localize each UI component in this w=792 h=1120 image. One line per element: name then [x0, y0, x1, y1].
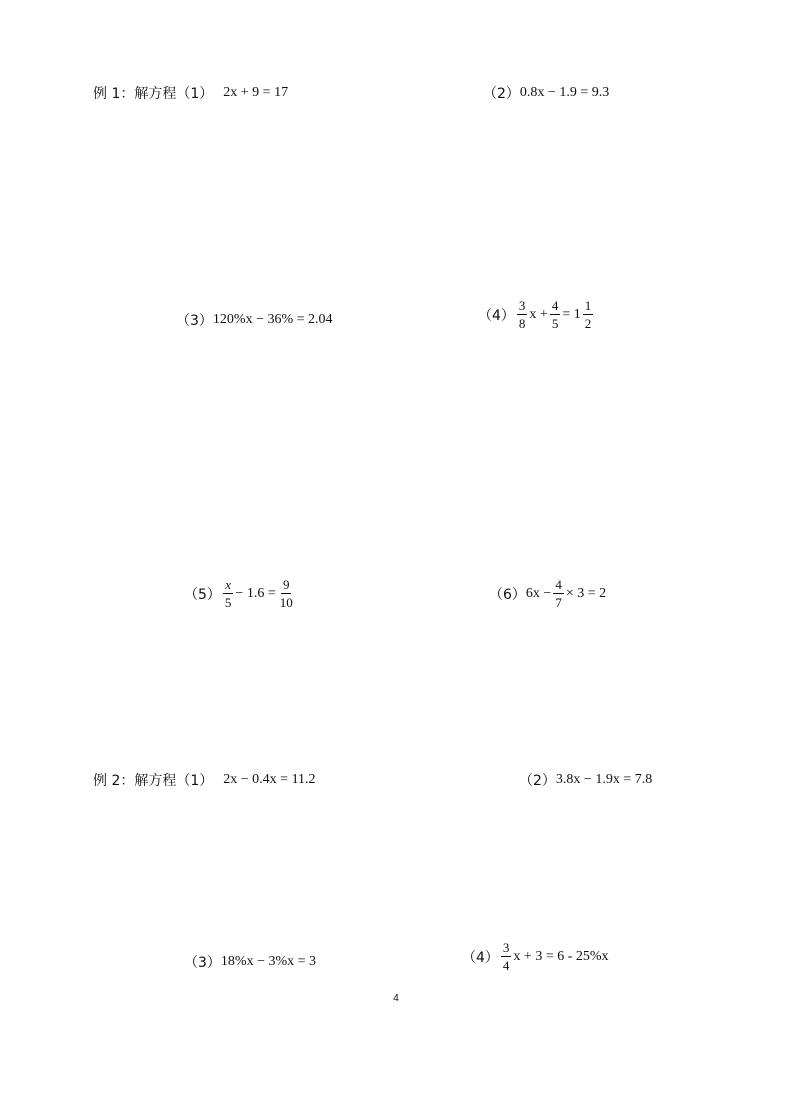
ex2-p3-equation: 18%x − 3%x = 3 [220, 954, 317, 969]
ex1-p4-fraction-3: $\frac{1}{2}$ [584, 298, 592, 331]
ex1-problem-6: （6） 6x − $\frac{4}{7}$ × 3 = 2 [489, 577, 607, 610]
ex1-p6-number: （6） [489, 586, 526, 603]
ex1-p4-fraction-1: $\frac{3}{8}$ [518, 298, 526, 331]
ex1-p2-number: （2） [483, 86, 520, 102]
ex1-heading: 例 1：解方程 [93, 86, 177, 102]
ex2-p3-number: （3） [184, 955, 221, 971]
ex2-p4-number: （4） [462, 949, 499, 966]
ex1-p5-fraction-1: $\frac{x}{5}$ [224, 577, 232, 610]
ex1-p6-fraction-1: $\frac{4}{7}$ [555, 577, 562, 610]
ex1-p5-number: （5） [184, 586, 221, 603]
ex1-p5-fraction-2: $\frac{9}{10}$ [279, 577, 293, 610]
ex1-p3-number: （3） [176, 313, 213, 329]
ex1-p3-equation: 120%x − 36% = 2.04 [212, 312, 333, 327]
ex1-problem-4: （4） $\frac{3}{8}$ x + $\frac{4}{5}$ = 1 $\frac{1}{2}$ [478, 298, 592, 331]
ex1-problem-3 [176, 310, 333, 330]
ex2-p2-equation: 3.8x − 1.9x = 7.8 [555, 772, 653, 787]
page-number: 4 [393, 993, 399, 1004]
ex2-p1-equation: 2x − 0.4x = 11.2 [223, 772, 316, 787]
ex2-p1-number: （1） [176, 773, 214, 789]
ex1-p1-number: （1） [176, 86, 214, 102]
ex1-p4-number: （4） [478, 307, 515, 324]
ex2-problem-1 [93, 770, 316, 790]
ex1-p4-fraction-2: $\frac{4}{5}$ [551, 298, 559, 331]
ex1-problem-5: （5） $\frac{x}{5}$ − 1.6 = $\frac{9}{10}$ [184, 577, 293, 610]
ex2-p2-number: （2） [519, 773, 556, 789]
ex2-problem-3 [184, 952, 316, 972]
ex1-problem-1 [93, 83, 288, 103]
ex2-problem-2 [519, 770, 652, 790]
ex2-heading: 例 2：解方程 [93, 773, 177, 789]
ex1-p2-equation: 0.8x − 1.9 = 9.3 [519, 85, 610, 100]
ex1-p1-equation: 2x + 9 = 17 [223, 85, 289, 100]
ex2-p4-fraction-1: $\frac{3}{4}$ [502, 940, 510, 973]
ex2-problem-4: （4） $\frac{3}{4}$ x + 3 = 6 - 25%x [462, 940, 609, 973]
ex1-problem-2 [483, 83, 609, 103]
